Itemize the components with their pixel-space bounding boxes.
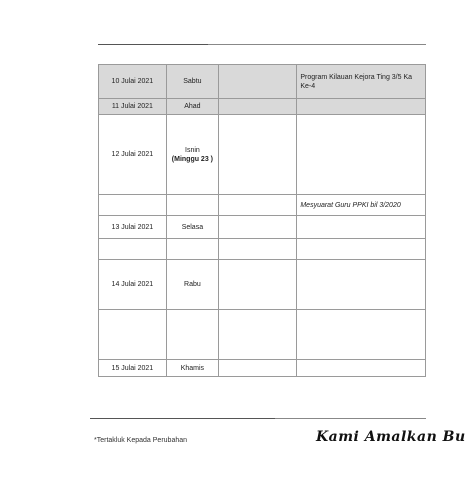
- empty-cell: [219, 310, 297, 360]
- day-label: Isnin: [185, 146, 200, 154]
- program-cell: [297, 360, 426, 377]
- empty-cell: [219, 99, 297, 115]
- program-cell: [297, 260, 426, 310]
- program-cell: [297, 115, 426, 195]
- program-cell: Mesyuarat Guru PPKI bil 3/2020: [297, 195, 426, 216]
- table-row: [99, 260, 426, 310]
- empty-cell: [219, 360, 297, 377]
- program-cell: [297, 310, 426, 360]
- empty-cell: [219, 195, 297, 216]
- date-cell: 13 Julai 2021: [99, 216, 167, 239]
- schedule-table: [98, 64, 426, 377]
- footer-note: *Tertakluk Kepada Perubahan: [94, 437, 188, 444]
- program-cell: Program Kilauan Kejora Ting 3/5 Ka Ke-4: [297, 65, 426, 99]
- header-rule: [208, 44, 426, 45]
- footer-rule: [90, 418, 275, 419]
- table-row: [99, 115, 426, 195]
- table-row: [99, 99, 426, 115]
- date-cell: 12 Julai 2021: [99, 115, 167, 195]
- day-cell: Rabu: [166, 260, 218, 310]
- date-cell: 15 Julai 2021: [99, 360, 167, 377]
- day-cell: [166, 239, 218, 260]
- table-row: [99, 239, 426, 260]
- day-cell: [166, 310, 218, 360]
- day-cell: Sabtu: [166, 65, 218, 99]
- empty-cell: [219, 260, 297, 310]
- date-cell: 11 Julai 2021: [99, 99, 167, 115]
- program-cell: [297, 216, 426, 239]
- table-row: [99, 310, 426, 360]
- empty-cell: [219, 65, 297, 99]
- school-motto: Kami Amalkan Bu: [316, 429, 466, 445]
- date-cell: [99, 239, 167, 260]
- empty-cell: [219, 239, 297, 260]
- day-cell: [166, 115, 218, 195]
- date-cell: 14 Julai 2021: [99, 260, 167, 310]
- day-cell: [166, 195, 218, 216]
- date-cell: 10 Julai 2021: [99, 65, 167, 99]
- day-cell: Khamis: [166, 360, 218, 377]
- table-row: [99, 360, 426, 377]
- empty-cell: [219, 115, 297, 195]
- program-cell: [297, 239, 426, 260]
- footer-rule: [275, 418, 426, 419]
- date-cell: [99, 195, 167, 216]
- table-row: [99, 195, 426, 216]
- table-row: [99, 216, 426, 239]
- date-cell: [99, 310, 167, 360]
- program-cell: [297, 99, 426, 115]
- table-row: [99, 65, 426, 99]
- empty-cell: [219, 216, 297, 239]
- week-label: (Minggu 23 ): [171, 155, 213, 163]
- day-cell: Selasa: [166, 216, 218, 239]
- header-rule: [98, 44, 208, 45]
- day-cell: Ahad: [166, 99, 218, 115]
